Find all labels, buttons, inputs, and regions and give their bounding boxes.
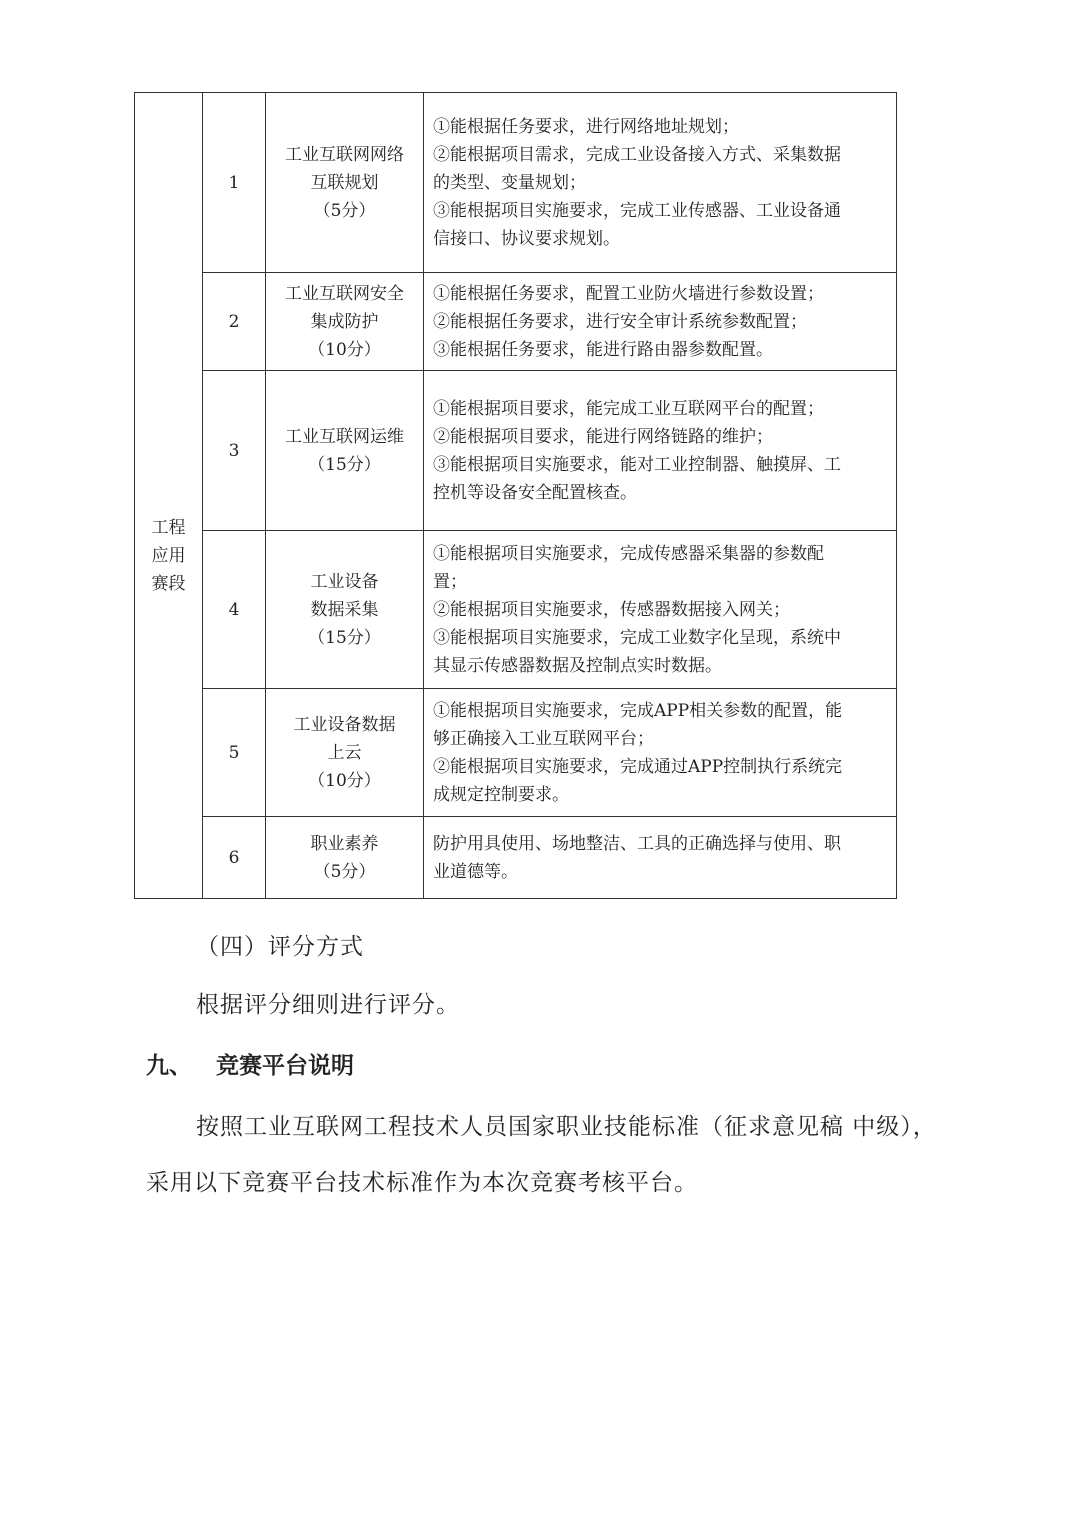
task-score: （15分）	[308, 454, 381, 475]
row-number: 4	[203, 531, 266, 689]
task-score: （5分）	[313, 861, 376, 882]
section9-heading: 九、 竞赛平台说明	[146, 1053, 355, 1079]
requirement-line: 置；	[433, 571, 467, 592]
stage-label-line: 应用	[151, 545, 186, 566]
task-title-line: 工业互联网运维	[285, 426, 404, 447]
requirement-line: ①能根据项目实施要求，完成APP相关参数的配置，能	[433, 700, 843, 721]
requirement-line: ②能根据任务要求，进行安全审计系统参数配置；	[433, 311, 807, 332]
requirement-line: 成规定控制要求。	[433, 784, 569, 805]
task-title-line: 上云	[327, 742, 362, 763]
task-title-line: 职业素养	[310, 833, 379, 854]
requirement-line: 够正确接入工业互联网平台；	[433, 728, 654, 749]
table-row	[135, 93, 897, 273]
scoring-table-body	[135, 93, 897, 899]
requirements-cell	[424, 273, 897, 371]
section9-body-line2: 采用以下竞赛平台技术标准作为本次竞赛考核平台。	[146, 1170, 698, 1196]
table-row	[135, 817, 897, 899]
table-row	[135, 531, 897, 689]
requirement-line: 其显示传感器数据及控制点实时数据。	[433, 655, 722, 676]
section4-heading: （四）评分方式	[196, 934, 364, 960]
row-number: 2	[203, 273, 266, 371]
requirement-line: 业道德等。	[433, 861, 518, 882]
requirement-line: ②能根据项目实施要求，完成通过APP控制执行系统完	[433, 756, 843, 777]
stage-cell	[135, 93, 203, 899]
table-row	[135, 371, 897, 531]
task-score: （5分）	[313, 200, 376, 221]
table-row	[135, 689, 897, 817]
table-row	[135, 273, 897, 371]
row-number: 6	[203, 817, 266, 899]
requirements-cell	[424, 531, 897, 689]
requirement-line: ③能根据项目实施要求，能对工业控制器、触摸屏、工	[433, 454, 841, 475]
scoring-table	[134, 92, 897, 899]
requirement-line: ③能根据项目实施要求，完成工业数字化呈现，系统中	[433, 627, 841, 648]
task-score: （15分）	[308, 627, 381, 648]
requirement-line: ①能根据任务要求，进行网络地址规划；	[433, 116, 739, 137]
requirement-line: ②能根据项目实施要求，传感器数据接入网关；	[433, 599, 790, 620]
requirement-line: ③能根据任务要求，能进行路由器参数配置。	[433, 339, 773, 360]
requirement-line: 信接口、协议要求规划。	[433, 228, 620, 249]
task-title-cell	[266, 371, 424, 531]
task-title-cell	[266, 93, 424, 273]
row-number: 1	[203, 93, 266, 273]
requirement-line: ②能根据项目要求，能进行网络链路的维护；	[433, 426, 773, 447]
section9-body-line1: 按照工业互联网工程技术人员国家职业技能标准（征求意见稿 中级），	[196, 1114, 937, 1140]
task-title-line: 互联规划	[310, 172, 379, 193]
task-title-line: 工业互联网网络	[285, 144, 404, 165]
requirement-line: 防护用具使用、场地整洁、工具的正确选择与使用、职	[433, 833, 841, 854]
row-number: 3	[203, 371, 266, 531]
requirement-line: ②能根据项目需求，完成工业设备接入方式、采集数据	[433, 144, 841, 165]
task-title-line: 工业设备	[310, 571, 379, 592]
requirement-line: 的类型、变量规划；	[433, 172, 586, 193]
task-score: （10分）	[308, 339, 381, 360]
task-title-cell	[266, 689, 424, 817]
task-score: （10分）	[308, 770, 381, 791]
requirement-line: ①能根据任务要求，配置工业防火墙进行参数设置；	[433, 283, 824, 304]
task-title-line: 工业设备数据	[293, 714, 396, 735]
requirement-line: ①能根据项目要求，能完成工业互联网平台的配置；	[433, 398, 824, 419]
requirements-cell	[424, 817, 897, 899]
task-title-cell	[266, 273, 424, 371]
task-title-cell	[266, 817, 424, 899]
requirement-line: ①能根据项目实施要求，完成传感器采集器的参数配	[433, 543, 824, 564]
stage-label-line: 赛段	[151, 573, 186, 594]
task-title-line: 集成防护	[310, 311, 379, 332]
requirement-line: 控机等设备安全配置核查。	[433, 482, 637, 503]
requirements-cell	[424, 93, 897, 273]
task-title-line: 数据采集	[310, 599, 379, 620]
requirements-cell	[424, 689, 897, 817]
stage-label-line: 工程	[151, 517, 186, 538]
requirement-line: ③能根据项目实施要求，完成工业传感器、工业设备通	[433, 200, 841, 221]
row-number: 5	[203, 689, 266, 817]
requirements-cell	[424, 371, 897, 531]
section4-body: 根据评分细则进行评分。	[196, 992, 460, 1018]
task-title-line: 工业互联网安全	[285, 283, 404, 304]
task-title-cell	[266, 531, 424, 689]
